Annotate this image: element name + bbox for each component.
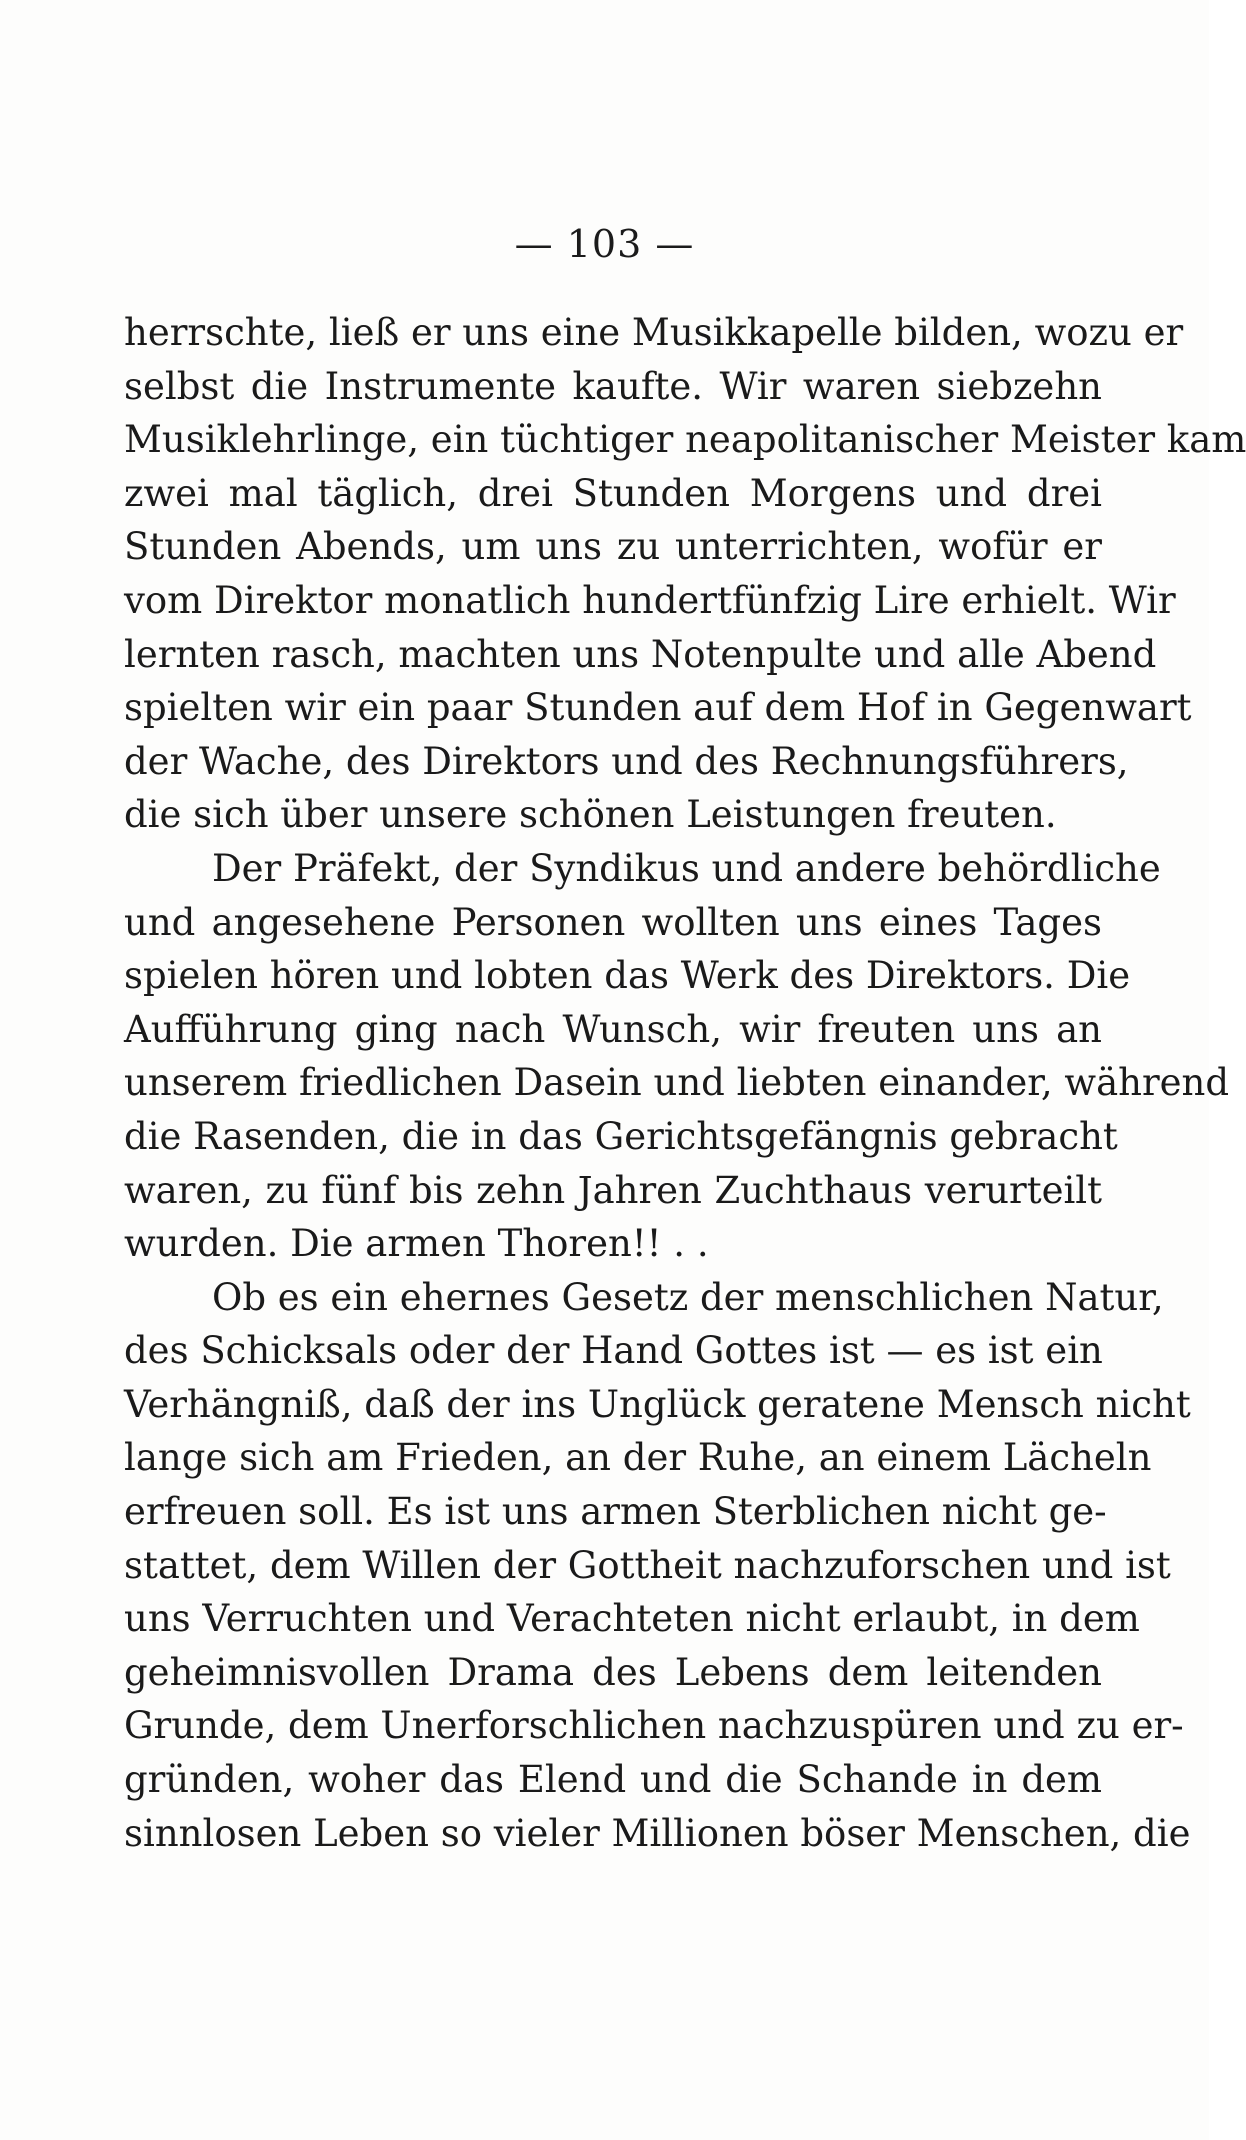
text-line: herrschte, ließ er uns eine Musikkapelle bilden, wozu er [124, 311, 1184, 354]
text-line: stattet, dem Willen der Gottheit nachzuforschen und ist [124, 1543, 1171, 1587]
text-line: selbst die Instrumente kaufte. Wir waren siebzehn [124, 364, 1102, 408]
text-line: gründen, woher das Elend und die Schande in dem [124, 1758, 1102, 1802]
text-line: Grunde, dem Unerforschlichen nachzuspüren und zu er- [124, 1704, 1184, 1748]
text-line: wurden. Die armen Thoren!! . . [124, 1222, 709, 1266]
text-line: Aufführung ging nach Wunsch, wir freuten uns an [124, 1007, 1102, 1051]
body-text [124, 306, 1246, 1860]
text-line: Verhängniß, daß der ins Unglück geratene Mensch nicht [124, 1382, 1191, 1426]
text-line: und angesehene Personen wollten uns eines Tages [124, 900, 1102, 944]
text-line: Ob es ein ehernes Gesetz der menschlichen Natur, [212, 1275, 1164, 1319]
text-line: geheimnisvollen Drama des Lebens dem leitenden [124, 1650, 1102, 1694]
text-line: vom Direktor monatlich hundertfünfzig Lire erhielt. Wir [124, 578, 1176, 622]
text-line: Musiklehrlinge, ein tüchtiger neapolitanischer Meister kam [124, 418, 1246, 462]
text-line: die sich über unsere schönen Leistungen freuten. [124, 793, 1057, 837]
text-line: zwei mal täglich, drei Stunden Morgens und drei [124, 471, 1102, 515]
text-line: der Wache, des Direktors und des Rechnungsführers, [124, 739, 1129, 783]
text-line: lange sich am Frieden, an der Ruhe, an einem Lächeln [124, 1436, 1152, 1480]
text-line: uns Verruchten und Verachteten nicht erlaubt, in dem [124, 1597, 1140, 1641]
text-line: lernten rasch, machten uns Notenpulte und alle Abend [124, 632, 1157, 676]
text-line: die Rasenden, die in das Gerichtsgefängnis gebracht [124, 1114, 1118, 1158]
text-line: waren, zu fünf bis zehn Jahren Zuchthaus verurteilt [124, 1168, 1102, 1212]
text-line: spielen hören und lobten das Werk des Direktors. Die [124, 954, 1131, 998]
text-line: Der Präfekt, der Syndikus und andere behördliche [212, 846, 1161, 890]
text-line: des Schicksals oder der Hand Gottes ist — es ist ein [124, 1329, 1103, 1373]
page-number: — 103 — [514, 222, 695, 266]
text-line: sinnlosen Leben so vieler Millionen böser Menschen, die [124, 1811, 1191, 1855]
text-line: spielten wir ein paar Stunden auf dem Hof in Gegenwart [124, 686, 1192, 730]
text-line: unserem friedlichen Dasein und liebten einander, während [124, 1061, 1230, 1105]
text-line: Stunden Abends, um uns zu unterrichten, wofür er [124, 525, 1102, 569]
text-line: erfreuen soll. Es ist uns armen Sterblichen nicht ge- [124, 1490, 1107, 1534]
